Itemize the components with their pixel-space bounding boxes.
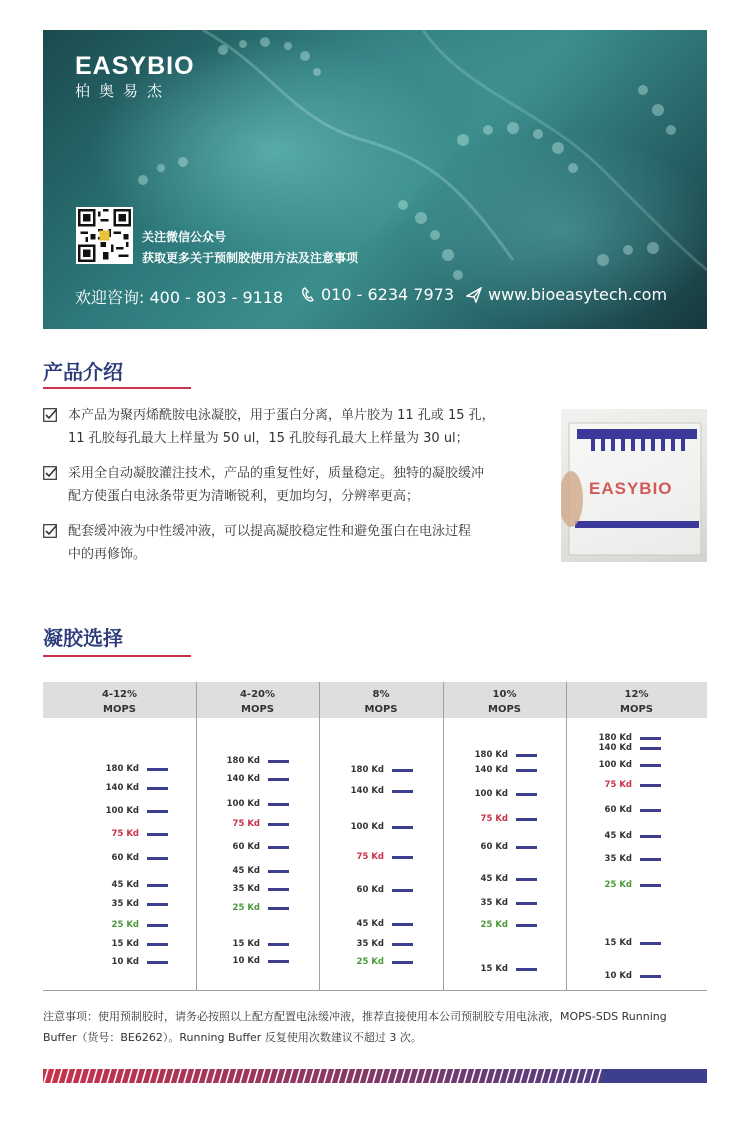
band-marker — [392, 961, 413, 964]
band-marker — [392, 923, 413, 926]
band-label: 100 Kd — [598, 760, 632, 770]
checkbox-icon — [43, 466, 57, 480]
website-link[interactable]: www.bioeasytech.com — [488, 285, 668, 304]
band-marker — [268, 907, 289, 910]
band-marker — [147, 903, 168, 906]
band-marker — [147, 787, 168, 790]
band-marker — [147, 961, 168, 964]
note-line1: 注意事项：使用预制胶时，请务必按照以上配方配置电泳缓冲液，推荐直接使用本公司预制胶专用电泳液，MOPS-SDS Running — [43, 1010, 667, 1023]
band-label: 45 Kd — [232, 866, 260, 876]
band-marker — [268, 888, 289, 891]
band-label: 140 Kd — [350, 786, 384, 796]
gel-percentage: 12% — [624, 689, 649, 700]
column-divider — [566, 682, 567, 990]
gel-column — [43, 682, 196, 990]
gel-column-header — [319, 687, 443, 717]
tel-contact — [301, 285, 454, 304]
buffer-type: MOPS — [364, 704, 398, 715]
band-label: 180 Kd — [226, 756, 260, 766]
easybio-logo: EASYBIO — [75, 52, 195, 80]
band-marker — [392, 889, 413, 892]
band-marker — [516, 902, 537, 905]
intro-item-line2: 配方使蛋白电泳条带更为清晰锐利，更加均匀，分辨率更高； — [68, 489, 420, 504]
band-marker — [147, 833, 168, 836]
gel-column-header — [566, 687, 707, 717]
gel-logo-text: EASYBIO — [589, 479, 673, 498]
precast-gel-photo — [561, 409, 707, 562]
selection-heading-underline — [43, 655, 191, 657]
band-label: 60 Kd — [604, 805, 632, 815]
band-label: 180 Kd — [474, 750, 508, 760]
band-label: 100 Kd — [474, 789, 508, 799]
band-marker — [147, 810, 168, 813]
band-label: 35 Kd — [232, 884, 260, 894]
band-label: 75 Kd — [232, 819, 260, 829]
band-label: 10 Kd — [111, 957, 139, 967]
wechat-follow-text: 关注微信公众号 — [142, 230, 227, 244]
band-marker — [268, 943, 289, 946]
band-label: 100 Kd — [105, 806, 139, 816]
note-line2: Buffer（货号：BE6262）。Running Buffer 反复使用次数建议不超过 3 次。 — [43, 1031, 422, 1044]
column-divider — [319, 682, 320, 990]
gel-column-header — [196, 687, 319, 717]
decorative-stripe-bar — [43, 1069, 707, 1083]
band-marker — [268, 960, 289, 963]
buffer-type: MOPS — [488, 704, 521, 715]
gel-column — [319, 682, 443, 990]
band-label: 15 Kd — [232, 939, 260, 949]
intro-item-line2: 11 孔胶每孔最大上样量为 50 ul，15 孔胶每孔最大上样量为 30 ul； — [68, 431, 469, 446]
band-marker — [640, 975, 661, 978]
send-icon — [466, 287, 482, 303]
band-label: 25 Kd — [111, 920, 139, 930]
band-marker — [392, 943, 413, 946]
band-label: 60 Kd — [232, 842, 260, 852]
band-label: 25 Kd — [232, 903, 260, 913]
band-marker — [392, 769, 413, 772]
band-label: 75 Kd — [356, 852, 384, 862]
band-label: 100 Kd — [350, 822, 384, 832]
header-banner — [43, 30, 707, 329]
band-label: 180 Kd — [105, 764, 139, 774]
band-label: 75 Kd — [111, 829, 139, 839]
band-label: 180 Kd — [598, 733, 632, 743]
band-marker — [147, 884, 168, 887]
gel-percentage: 4-12% — [101, 689, 138, 700]
band-marker — [516, 924, 537, 927]
band-marker — [268, 823, 289, 826]
band-marker — [516, 878, 537, 881]
band-marker — [516, 818, 537, 821]
hotline-text: 欢迎咨询: 400 - 803 - 9118 — [75, 288, 284, 307]
tel-number: 010 - 6234 7973 — [321, 285, 455, 304]
band-marker — [147, 768, 168, 771]
band-label: 35 Kd — [356, 939, 384, 949]
band-label: 75 Kd — [604, 780, 632, 790]
band-label: 15 Kd — [111, 939, 139, 949]
intro-item-line2: 中的再修饰。 — [68, 547, 147, 562]
band-label: 25 Kd — [604, 880, 632, 890]
band-label: 15 Kd — [604, 938, 632, 948]
band-label: 60 Kd — [356, 885, 384, 895]
band-marker — [516, 968, 537, 971]
intro-item — [43, 520, 543, 566]
band-marker — [268, 803, 289, 806]
gel-selection-table — [43, 682, 707, 992]
usage-note — [43, 1006, 709, 1048]
band-marker — [392, 826, 413, 829]
band-label: 140 Kd — [474, 765, 508, 775]
band-marker — [268, 760, 289, 763]
band-marker — [640, 835, 661, 838]
gel-column — [566, 682, 707, 990]
gel-column-header — [443, 687, 566, 717]
band-label: 140 Kd — [598, 743, 632, 753]
band-marker — [516, 846, 537, 849]
intro-item-line1: 采用全自动凝胶灌注技术，产品的重复性好，质量稳定。独特的凝胶缓冲 — [68, 466, 485, 481]
band-label: 15 Kd — [480, 964, 508, 974]
band-label: 45 Kd — [356, 919, 384, 929]
band-label: 35 Kd — [604, 854, 632, 864]
band-label: 140 Kd — [105, 783, 139, 793]
band-marker — [640, 884, 661, 887]
website-contact — [466, 285, 667, 304]
band-marker — [147, 943, 168, 946]
intro-list — [43, 404, 543, 578]
intro-heading: 产品介绍 — [43, 360, 123, 384]
band-marker — [392, 790, 413, 793]
band-label: 45 Kd — [480, 874, 508, 884]
intro-heading-underline — [43, 387, 191, 389]
band-marker — [640, 737, 661, 740]
band-label: 60 Kd — [111, 853, 139, 863]
column-divider — [443, 682, 444, 990]
band-marker — [147, 857, 168, 860]
checkbox-icon — [43, 408, 57, 422]
gel-column-header — [43, 687, 196, 717]
buffer-type: MOPS — [620, 704, 653, 715]
band-label: 100 Kd — [226, 799, 260, 809]
band-marker — [392, 856, 413, 859]
gel-column — [443, 682, 566, 990]
intro-item — [43, 462, 543, 508]
band-marker — [640, 764, 661, 767]
band-label: 45 Kd — [111, 880, 139, 890]
band-marker — [268, 870, 289, 873]
band-label: 35 Kd — [111, 899, 139, 909]
selection-heading: 凝胶选择 — [43, 626, 123, 650]
intro-item-line1: 配套缓冲液为中性缓冲液，可以提高凝胶稳定性和避免蛋白在电泳过程 — [68, 524, 472, 539]
band-marker — [640, 747, 661, 750]
gel-column — [196, 682, 319, 990]
phone-icon — [301, 287, 315, 303]
wechat-more-info-text: 获取更多关于预制胶使用方法及注意事项 — [142, 251, 359, 265]
band-marker — [147, 924, 168, 927]
column-divider — [196, 682, 197, 990]
band-marker — [268, 778, 289, 781]
band-marker — [640, 942, 661, 945]
band-marker — [268, 846, 289, 849]
gel-percentage: 10% — [492, 689, 517, 700]
band-label: 180 Kd — [350, 765, 384, 775]
band-label: 60 Kd — [480, 842, 508, 852]
intro-item — [43, 404, 543, 450]
gel-percentage: 8% — [372, 689, 390, 700]
band-label: 10 Kd — [604, 971, 632, 981]
table-bottom-border — [43, 990, 707, 991]
band-label: 75 Kd — [480, 814, 508, 824]
band-marker — [516, 769, 537, 772]
band-marker — [516, 754, 537, 757]
easybio-logo-cn: 柏奥易杰 — [75, 82, 172, 100]
intro-item-line1: 本产品为聚丙烯酰胺电泳凝胶，用于蛋白分离，单片胶为 11 孔或 15 孔， — [68, 408, 495, 423]
band-marker — [640, 809, 661, 812]
band-marker — [640, 858, 661, 861]
band-label: 25 Kd — [356, 957, 384, 967]
band-label: 10 Kd — [232, 956, 260, 966]
band-label: 25 Kd — [480, 920, 508, 930]
gel-percentage: 4-20% — [239, 689, 276, 700]
band-marker — [640, 784, 661, 787]
buffer-type: MOPS — [103, 704, 136, 715]
band-label: 35 Kd — [480, 898, 508, 908]
wechat-qr-code — [76, 207, 133, 264]
band-marker — [516, 793, 537, 796]
checkbox-icon — [43, 524, 57, 538]
band-label: 140 Kd — [226, 774, 260, 784]
buffer-type: MOPS — [241, 704, 274, 715]
band-label: 45 Kd — [604, 831, 632, 841]
